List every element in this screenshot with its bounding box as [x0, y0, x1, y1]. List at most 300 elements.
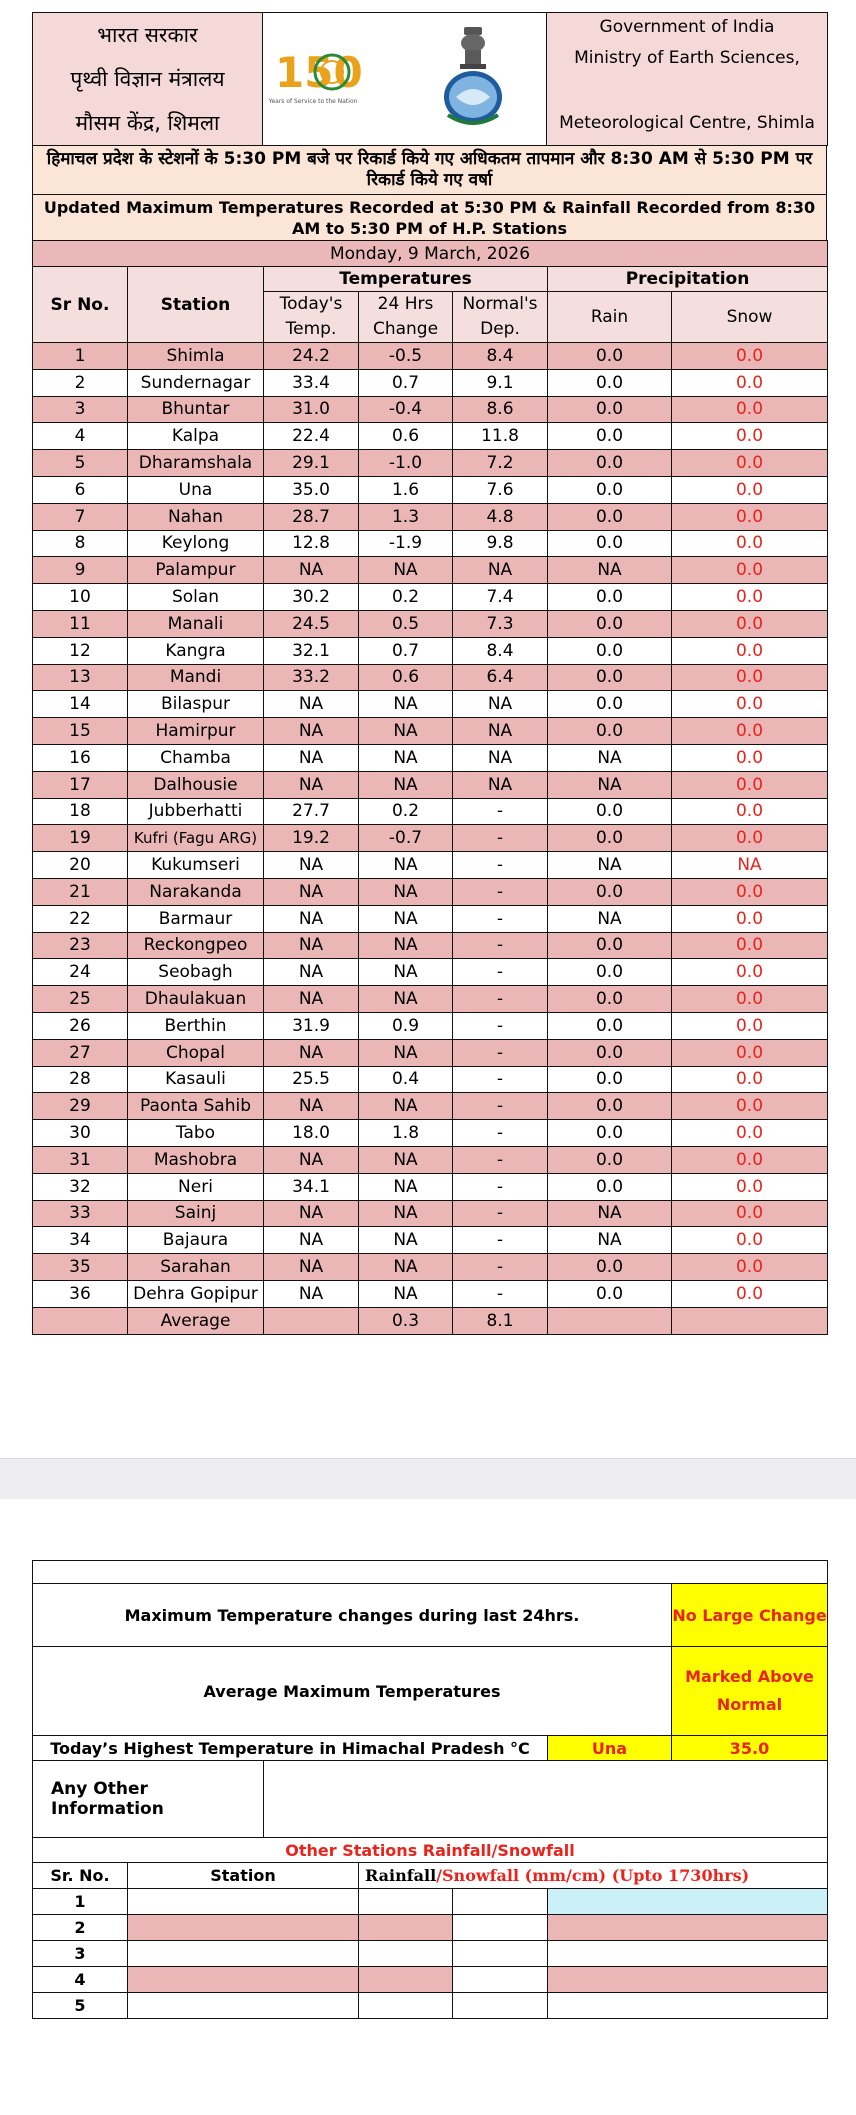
station-sr-no: 18	[33, 798, 128, 825]
station-rain: 0.0	[548, 959, 672, 986]
station-todays-temp: NA	[264, 1227, 359, 1254]
station-rain: NA	[548, 771, 672, 798]
station-todays-temp: NA	[264, 878, 359, 905]
station-snow: 0.0	[672, 1280, 828, 1307]
station-sr-no: 3	[33, 396, 128, 423]
other-row-cell	[548, 1993, 828, 2019]
other-row-cell	[548, 1889, 828, 1915]
avg-max-label: Average Maximum Temperatures	[33, 1647, 672, 1736]
station-sr-no: 28	[33, 1066, 128, 1093]
station-rain: 0.0	[548, 1173, 672, 1200]
station-row	[33, 1200, 828, 1227]
station-snow: 0.0	[672, 423, 828, 450]
station-rain: NA	[548, 744, 672, 771]
station-name: Palampur	[128, 557, 264, 584]
station-snow: 0.0	[672, 1146, 828, 1173]
station-todays-temp: NA	[264, 691, 359, 718]
station-name: Kalpa	[128, 423, 264, 450]
station-row	[33, 905, 828, 932]
station-24hr-change: 0.6	[359, 423, 453, 450]
station-snow: 0.0	[672, 1066, 828, 1093]
station-24hr-change: NA	[359, 852, 453, 879]
station-todays-temp: 32.1	[264, 637, 359, 664]
station-normal-dep: 9.8	[453, 530, 548, 557]
other-row-sr: 5	[33, 1993, 128, 2019]
station-todays-temp: 33.4	[264, 369, 359, 396]
other-row-cell	[359, 1915, 453, 1941]
other-row-station	[128, 1941, 359, 1967]
station-name: Dhaulakuan	[128, 986, 264, 1013]
average-empty	[672, 1307, 828, 1334]
station-rain: NA	[548, 852, 672, 879]
station-name: Solan	[128, 584, 264, 611]
station-snow: 0.0	[672, 584, 828, 611]
station-normal-dep: 9.1	[453, 369, 548, 396]
station-rain: 0.0	[548, 664, 672, 691]
header-table	[32, 12, 828, 146]
col-group-precipitation: Precipitation	[548, 267, 828, 292]
station-24hr-change: NA	[359, 691, 453, 718]
station-name: Chopal	[128, 1039, 264, 1066]
station-snow: 0.0	[672, 637, 828, 664]
station-normal-dep: -	[453, 959, 548, 986]
header-left-line: पृथ्वी विज्ञान मंत्रालय	[70, 67, 225, 91]
station-rain: 0.0	[548, 610, 672, 637]
station-name: Hamirpur	[128, 718, 264, 745]
station-24hr-change: NA	[359, 1146, 453, 1173]
station-snow: 0.0	[672, 396, 828, 423]
highest-temp-label: Today’s Highest Temperature in Himachal Pradesh °C	[33, 1736, 548, 1761]
other-row-station	[128, 1889, 359, 1915]
station-row	[33, 343, 828, 370]
station-snow: 0.0	[672, 825, 828, 852]
station-rain: NA	[548, 905, 672, 932]
other-station-header: Station	[128, 1863, 359, 1889]
station-sr-no: 33	[33, 1200, 128, 1227]
station-rain: 0.0	[548, 691, 672, 718]
station-rain: 0.0	[548, 1039, 672, 1066]
logo-150-caption: Years of Service to the Nation	[268, 98, 358, 105]
station-sr-no: 1	[33, 343, 128, 370]
station-name: Neri	[128, 1173, 264, 1200]
station-24hr-change: NA	[359, 1173, 453, 1200]
station-rain: 0.0	[548, 878, 672, 905]
station-snow: 0.0	[672, 1227, 828, 1254]
station-normal-dep: -	[453, 905, 548, 932]
station-normal-dep: -	[453, 1173, 548, 1200]
header-left-line: भारत सरकार	[97, 23, 198, 47]
station-24hr-change: NA	[359, 557, 453, 584]
station-sr-no: 12	[33, 637, 128, 664]
station-row	[33, 396, 828, 423]
report-title-table	[32, 145, 827, 242]
station-sr-no: 29	[33, 1093, 128, 1120]
station-24hr-change: 0.5	[359, 610, 453, 637]
station-row	[33, 476, 828, 503]
other-row-cell	[548, 1915, 828, 1941]
rainfall-label: Rainfall	[365, 1866, 437, 1885]
highest-temp-value: 35.0	[672, 1736, 828, 1761]
station-row	[33, 1146, 828, 1173]
station-snow: 0.0	[672, 610, 828, 637]
max-change-value: No Large Change	[672, 1584, 828, 1647]
station-row	[33, 1173, 828, 1200]
other-row-station	[128, 1993, 359, 2019]
station-todays-temp: 12.8	[264, 530, 359, 557]
station-name: Bhuntar	[128, 396, 264, 423]
station-sr-no: 36	[33, 1280, 128, 1307]
other-row-cell	[359, 1889, 453, 1915]
national-emblem-imd-logo	[438, 23, 508, 133]
station-sr-no: 19	[33, 825, 128, 852]
station-todays-temp: 22.4	[264, 423, 359, 450]
header-right-line: Ministry of Earth Sciences,	[574, 48, 800, 68]
station-snow: 0.0	[672, 476, 828, 503]
station-name: Shimla	[128, 343, 264, 370]
station-sr-no: 31	[33, 1146, 128, 1173]
station-24hr-change: -0.4	[359, 396, 453, 423]
other-row-cell	[453, 1915, 548, 1941]
station-normal-dep: 7.2	[453, 450, 548, 477]
station-24hr-change: -0.7	[359, 825, 453, 852]
station-rain: 0.0	[548, 1254, 672, 1281]
station-normal-dep: -	[453, 1012, 548, 1039]
station-normal-dep: -	[453, 1254, 548, 1281]
other-row-sr: 3	[33, 1941, 128, 1967]
station-rain: 0.0	[548, 584, 672, 611]
station-sr-no: 6	[33, 476, 128, 503]
station-sr-no: 9	[33, 557, 128, 584]
station-24hr-change: NA	[359, 1254, 453, 1281]
other-sr-header: Sr. No.	[33, 1863, 128, 1889]
col-snow: Snow	[672, 292, 828, 343]
station-sr-no: 14	[33, 691, 128, 718]
station-normal-dep: 7.3	[453, 610, 548, 637]
station-row	[33, 664, 828, 691]
station-rain: 0.0	[548, 396, 672, 423]
average-empty	[264, 1307, 359, 1334]
other-info-value	[264, 1761, 828, 1838]
station-rain: 0.0	[548, 450, 672, 477]
station-snow: 0.0	[672, 798, 828, 825]
col-sr-no: Sr No.	[33, 267, 128, 343]
station-name: Nahan	[128, 503, 264, 530]
logos-cell	[263, 13, 547, 146]
station-name: Sundernagar	[128, 369, 264, 396]
station-snow: 0.0	[672, 664, 828, 691]
station-rain: 0.0	[548, 343, 672, 370]
other-row-cell	[359, 1941, 453, 1967]
station-normal-dep: 4.8	[453, 503, 548, 530]
station-24hr-change: 0.7	[359, 637, 453, 664]
station-normal-dep: 8.4	[453, 343, 548, 370]
station-normal-dep: -	[453, 1120, 548, 1147]
header-right-line: Meteorological Centre, Shimla	[559, 113, 815, 133]
station-24hr-change: NA	[359, 771, 453, 798]
station-sr-no: 16	[33, 744, 128, 771]
station-24hr-change: NA	[359, 959, 453, 986]
station-sr-no: 4	[33, 423, 128, 450]
station-snow: 0.0	[672, 1200, 828, 1227]
station-todays-temp: 31.9	[264, 1012, 359, 1039]
station-snow: 0.0	[672, 1120, 828, 1147]
station-24hr-change: NA	[359, 744, 453, 771]
station-snow: 0.0	[672, 1254, 828, 1281]
station-snow: 0.0	[672, 503, 828, 530]
station-row	[33, 1066, 828, 1093]
station-sr-no: 13	[33, 664, 128, 691]
station-normal-dep: -	[453, 1227, 548, 1254]
station-name: Chamba	[128, 744, 264, 771]
station-rain: 0.0	[548, 637, 672, 664]
header-right-line: Government of India	[599, 17, 775, 37]
station-row	[33, 1012, 828, 1039]
station-sr-no: 21	[33, 878, 128, 905]
station-rain: 0.0	[548, 932, 672, 959]
station-24hr-change: NA	[359, 1280, 453, 1307]
station-normal-dep: NA	[453, 691, 548, 718]
station-todays-temp: NA	[264, 959, 359, 986]
station-todays-temp: 24.5	[264, 610, 359, 637]
station-name: Sainj	[128, 1200, 264, 1227]
station-rain: NA	[548, 1227, 672, 1254]
title-english: Updated Maximum Temperatures Recorded at 5:30 PM & Rainfall Recorded from 8:30 AM to 5:30 PM of H.P. Stations	[33, 194, 827, 241]
station-24hr-change: NA	[359, 1227, 453, 1254]
other-row-sr: 4	[33, 1967, 128, 1993]
station-name: Sarahan	[128, 1254, 264, 1281]
station-name: Mandi	[128, 664, 264, 691]
station-normal-dep: NA	[453, 744, 548, 771]
header-left-hindi	[33, 13, 263, 146]
other-row-sr: 1	[33, 1889, 128, 1915]
header-right-english	[547, 13, 828, 146]
station-name: Dharamshala	[128, 450, 264, 477]
station-snow: NA	[672, 852, 828, 879]
station-name: Dehra Gopipur	[128, 1280, 264, 1307]
station-name: Bajaura	[128, 1227, 264, 1254]
station-row	[33, 932, 828, 959]
station-24hr-change: NA	[359, 718, 453, 745]
station-todays-temp: NA	[264, 1093, 359, 1120]
station-snow: 0.0	[672, 691, 828, 718]
station-row	[33, 1039, 828, 1066]
station-row	[33, 878, 828, 905]
station-todays-temp: 25.5	[264, 1066, 359, 1093]
station-name: Jubberhatti	[128, 798, 264, 825]
station-rain: 0.0	[548, 503, 672, 530]
station-todays-temp: 18.0	[264, 1120, 359, 1147]
col-normals-dep: Normal's Dep.	[453, 292, 548, 343]
station-normal-dep: -	[453, 878, 548, 905]
station-todays-temp: NA	[264, 1200, 359, 1227]
station-todays-temp: NA	[264, 1280, 359, 1307]
station-snow: 0.0	[672, 343, 828, 370]
station-todays-temp: NA	[264, 557, 359, 584]
station-report-sheet	[32, 12, 827, 1335]
header-left-line: मौसम केंद्र, शिमला	[75, 111, 220, 135]
station-name: Kasauli	[128, 1066, 264, 1093]
station-sr-no: 26	[33, 1012, 128, 1039]
station-sr-no: 30	[33, 1120, 128, 1147]
station-24hr-change: 0.6	[359, 664, 453, 691]
station-sr-no: 22	[33, 905, 128, 932]
station-row	[33, 718, 828, 745]
station-24hr-change: 0.2	[359, 584, 453, 611]
station-name: Keylong	[128, 530, 264, 557]
other-row-station	[128, 1915, 359, 1941]
station-row	[33, 959, 828, 986]
station-todays-temp: NA	[264, 852, 359, 879]
other-rainfall-header	[359, 1863, 828, 1889]
station-name: Berthin	[128, 1012, 264, 1039]
logo-150-years	[268, 41, 363, 111]
station-row	[33, 1280, 828, 1307]
station-snow: 0.0	[672, 530, 828, 557]
station-rain: 0.0	[548, 825, 672, 852]
station-sr-no: 10	[33, 584, 128, 611]
station-rain: 0.0	[548, 1280, 672, 1307]
station-todays-temp: 33.2	[264, 664, 359, 691]
station-table	[32, 240, 828, 1335]
station-row	[33, 852, 828, 879]
summary-sheet	[32, 1560, 827, 2019]
station-sr-no: 27	[33, 1039, 128, 1066]
station-sr-no: 23	[33, 932, 128, 959]
station-snow: 0.0	[672, 450, 828, 477]
station-rain: 0.0	[548, 423, 672, 450]
col-station: Station	[128, 267, 264, 343]
station-sr-no: 32	[33, 1173, 128, 1200]
station-snow: 0.0	[672, 986, 828, 1013]
station-name: Narakanda	[128, 878, 264, 905]
station-normal-dep: -	[453, 1066, 548, 1093]
station-todays-temp: NA	[264, 1146, 359, 1173]
station-normal-dep: 7.6	[453, 476, 548, 503]
station-snow: 0.0	[672, 718, 828, 745]
station-rows	[33, 343, 828, 1308]
station-todays-temp: 27.7	[264, 798, 359, 825]
station-row	[33, 503, 828, 530]
station-name: Reckongpeo	[128, 932, 264, 959]
other-row-station	[128, 1967, 359, 1993]
station-snow: 0.0	[672, 932, 828, 959]
title-hindi: हिमाचल प्रदेश के स्टेशनों के 5:30 PM बजे पर रिकार्ड किये गए अधिकतम तापमान और 8:30 AM से 5:30 PM पर रिकार्ड किये गए वर्षा	[33, 145, 827, 194]
station-todays-temp: 35.0	[264, 476, 359, 503]
station-rain: 0.0	[548, 1066, 672, 1093]
station-normal-dep: 7.4	[453, 584, 548, 611]
station-todays-temp: NA	[264, 718, 359, 745]
station-row	[33, 423, 828, 450]
station-normal-dep: -	[453, 1093, 548, 1120]
station-rain: 0.0	[548, 1093, 672, 1120]
station-sr-no: 35	[33, 1254, 128, 1281]
station-24hr-change: -0.5	[359, 343, 453, 370]
station-24hr-change: NA	[359, 932, 453, 959]
station-sr-no: 25	[33, 986, 128, 1013]
station-rain: 0.0	[548, 986, 672, 1013]
station-snow: 0.0	[672, 878, 828, 905]
other-info-label: Any Other Information	[33, 1761, 264, 1838]
station-24hr-change: -1.9	[359, 530, 453, 557]
station-rain: NA	[548, 557, 672, 584]
highest-temp-station: Una	[548, 1736, 672, 1761]
station-name: Paonta Sahib	[128, 1093, 264, 1120]
average-empty	[548, 1307, 672, 1334]
page-divider	[0, 1458, 856, 1499]
station-normal-dep: -	[453, 852, 548, 879]
station-24hr-change: 1.3	[359, 503, 453, 530]
station-normal-dep: NA	[453, 557, 548, 584]
station-normal-dep: -	[453, 1039, 548, 1066]
station-24hr-change: 1.6	[359, 476, 453, 503]
station-name: Mashobra	[128, 1146, 264, 1173]
station-24hr-change: NA	[359, 986, 453, 1013]
station-sr-no: 11	[33, 610, 128, 637]
station-24hr-change: 0.7	[359, 369, 453, 396]
station-normal-dep: 8.6	[453, 396, 548, 423]
station-name: Una	[128, 476, 264, 503]
station-todays-temp: NA	[264, 744, 359, 771]
station-row	[33, 1120, 828, 1147]
station-snow: 0.0	[672, 771, 828, 798]
station-normal-dep: -	[453, 798, 548, 825]
station-name: Kangra	[128, 637, 264, 664]
station-sr-no: 5	[33, 450, 128, 477]
station-row	[33, 986, 828, 1013]
station-rain: 0.0	[548, 1012, 672, 1039]
station-sr-no: 17	[33, 771, 128, 798]
station-normal-dep: -	[453, 1280, 548, 1307]
summary-table	[32, 1560, 828, 2019]
station-rain: 0.0	[548, 530, 672, 557]
station-snow: 0.0	[672, 905, 828, 932]
station-sr-no: 8	[33, 530, 128, 557]
station-sr-no: 20	[33, 852, 128, 879]
station-row	[33, 1254, 828, 1281]
station-row	[33, 637, 828, 664]
station-sr-no: 7	[33, 503, 128, 530]
station-todays-temp: 34.1	[264, 1173, 359, 1200]
station-todays-temp: NA	[264, 1039, 359, 1066]
station-name: Kukumseri	[128, 852, 264, 879]
station-todays-temp: NA	[264, 1254, 359, 1281]
average-empty	[33, 1307, 128, 1334]
station-row	[33, 369, 828, 396]
station-row	[33, 530, 828, 557]
station-rain: 0.0	[548, 1146, 672, 1173]
station-name: Tabo	[128, 1120, 264, 1147]
station-todays-temp: 28.7	[264, 503, 359, 530]
station-sr-no: 15	[33, 718, 128, 745]
station-todays-temp: 29.1	[264, 450, 359, 477]
station-normal-dep: 6.4	[453, 664, 548, 691]
station-24hr-change: 0.2	[359, 798, 453, 825]
station-row	[33, 825, 828, 852]
station-todays-temp: NA	[264, 771, 359, 798]
station-normal-dep: 11.8	[453, 423, 548, 450]
station-normal-dep: -	[453, 1200, 548, 1227]
other-row-cell	[359, 1993, 453, 2019]
avg-max-value: Marked Above Normal	[672, 1647, 828, 1736]
snowfall-label: /Snowfall (mm/cm) (Upto 1730hrs)	[436, 1866, 750, 1885]
other-row-sr: 2	[33, 1915, 128, 1941]
station-row	[33, 798, 828, 825]
station-24hr-change: NA	[359, 1093, 453, 1120]
station-snow: 0.0	[672, 1173, 828, 1200]
station-normal-dep: 8.4	[453, 637, 548, 664]
other-row-cell	[453, 1941, 548, 1967]
station-todays-temp: 24.2	[264, 343, 359, 370]
